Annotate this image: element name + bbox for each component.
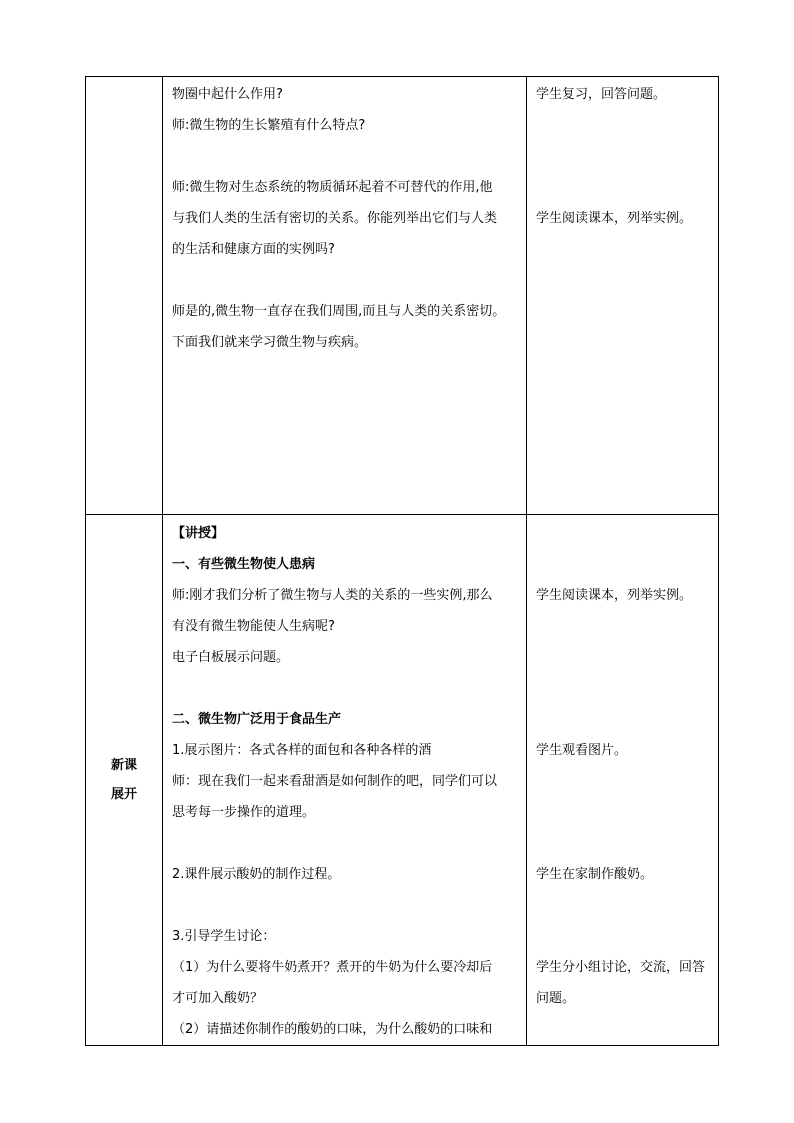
table-row bbox=[86, 515, 719, 1046]
teacher-activity-cell bbox=[163, 515, 527, 1046]
stage-label bbox=[111, 751, 137, 809]
text-line: 的生活和健康方面的实例吗? bbox=[172, 242, 335, 257]
student-activity-cell bbox=[527, 77, 719, 515]
text-line: 师:微生物的生长繁殖有什么特点? bbox=[172, 118, 366, 133]
text-line: 学生阅读课本，列举实例。 bbox=[536, 588, 693, 603]
text-line: 1.展示图片：各式各样的面包和各种各样的酒 bbox=[172, 743, 432, 758]
text-line: 有没有微生物能使人生病呢? bbox=[172, 619, 335, 634]
teacher-activity-cell bbox=[163, 77, 527, 515]
text-line: 师:刚才我们分析了微生物与人类的关系的一些实例,那么 bbox=[172, 588, 493, 603]
section-heading: 二、微生物广泛用于食品生产 bbox=[172, 712, 342, 727]
text-line: 下面我们就来学习微生物与疾病。 bbox=[172, 335, 368, 350]
stage-label-cell bbox=[86, 515, 163, 1046]
text-line: 思考每一步操作的道理。 bbox=[172, 805, 316, 820]
stage-label-cell bbox=[86, 77, 163, 515]
text-line: 学生分小组讨论，交流，回答 bbox=[536, 960, 706, 975]
text-line: 学生阅读课本，列举实例。 bbox=[536, 211, 693, 226]
section-heading: 【讲授】 bbox=[172, 526, 225, 541]
text-line: 学生在家制作酸奶。 bbox=[536, 867, 654, 882]
stage-label-line: 新课 bbox=[110, 758, 137, 773]
text-line: 物圈中起什么作用? bbox=[172, 87, 283, 102]
text-line: 问题。 bbox=[536, 991, 576, 1006]
table-row bbox=[86, 77, 719, 515]
text-line: 电子白板展示问题。 bbox=[172, 650, 290, 665]
lesson-plan-table bbox=[85, 76, 719, 1046]
text-line: （2）请描述你制作的酸奶的口味，为什么酸奶的口味和 bbox=[172, 1022, 493, 1037]
text-line: 2.课件展示酸奶的制作过程。 bbox=[172, 867, 341, 882]
text-line: （1）为什么要将牛奶煮开？煮开的牛奶为什么要冷却后 bbox=[172, 960, 493, 975]
section-heading: 一、有些微生物使人患病 bbox=[172, 557, 316, 572]
student-activity-cell bbox=[527, 515, 719, 1046]
text-line: 学生观看图片。 bbox=[536, 743, 628, 758]
text-line: 师：现在我们一起来看甜酒是如何制作的吧，同学们可以 bbox=[172, 774, 498, 789]
text-line: 3.引导学生讨论： bbox=[172, 929, 276, 944]
stage-label-line: 展开 bbox=[110, 787, 137, 802]
text-line: 学生复习，回答问题。 bbox=[536, 87, 667, 102]
text-line: 师是的,微生物一直存在我们周围,而且与人类的关系密切。 bbox=[172, 304, 506, 319]
text-line: 与我们人类的生活有密切的关系。你能列举出它们与人类 bbox=[172, 211, 498, 226]
text-line: 师:微生物对生态系统的物质循环起着不可替代的作用,他 bbox=[172, 180, 493, 195]
text-line: 才可加入酸奶？ bbox=[172, 991, 264, 1006]
